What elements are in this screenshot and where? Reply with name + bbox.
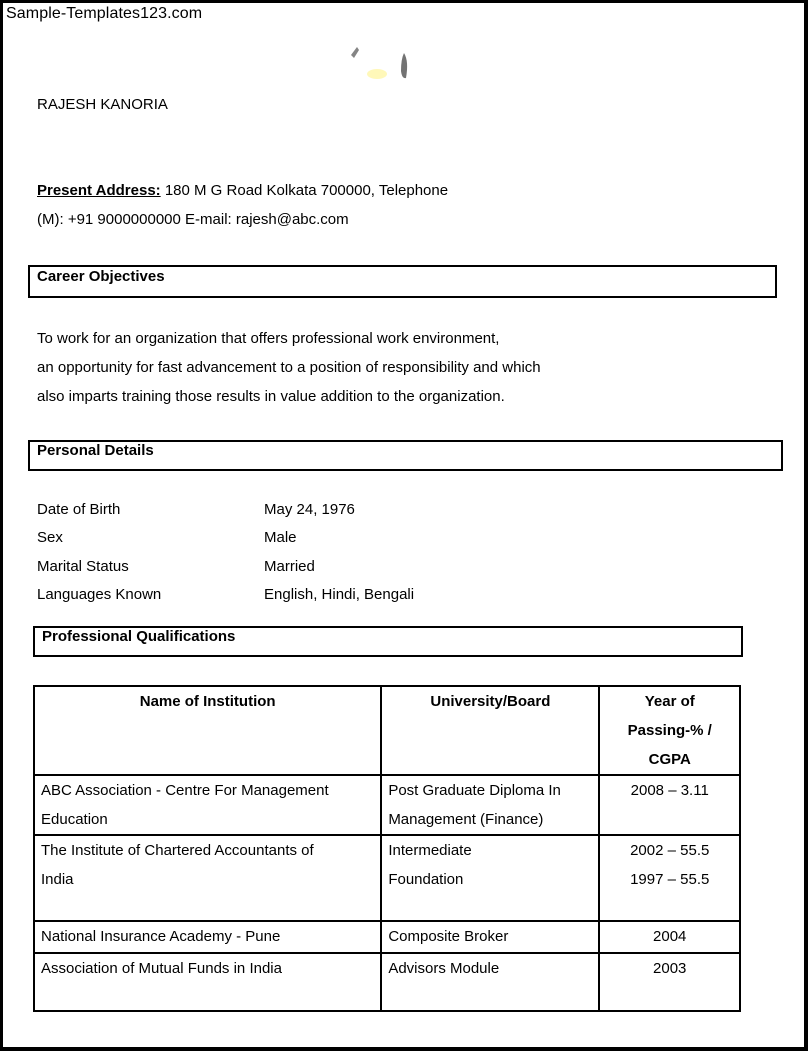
cell-institution xyxy=(34,921,381,953)
cell-text: 2008 – 3.11 xyxy=(630,782,709,799)
watermark-text: Sample-Templates123.com xyxy=(6,5,203,22)
cell-text: 1997 – 55.5 xyxy=(630,871,710,888)
cell-institution xyxy=(34,775,381,835)
cell-board xyxy=(381,953,599,1011)
cell-text: National Insurance Academy - Pune xyxy=(41,928,281,945)
cell-year xyxy=(599,775,740,835)
cell-text: Management (Finance) xyxy=(388,811,544,828)
professional-qualifications-header xyxy=(33,626,743,657)
cell-text: Advisors Module xyxy=(388,960,500,977)
qualifications-table xyxy=(33,685,741,1012)
detail-value: May 24, 1976 xyxy=(264,501,355,518)
cell-text: Composite Broker xyxy=(388,928,509,945)
contact-line: (M): +91 9000000000 E-mail: rajesh@abc.com xyxy=(37,211,349,228)
header-year xyxy=(599,686,740,775)
table-row xyxy=(34,953,740,1011)
cell-text: India xyxy=(41,871,74,888)
decorative-logo-icon xyxy=(343,41,423,86)
header-institution: Name of Institution xyxy=(34,686,381,775)
cell-text: Foundation xyxy=(388,871,464,888)
table-row xyxy=(34,835,740,921)
cell-text: Association of Mutual Funds in India xyxy=(41,960,282,977)
cell-text: ABC Association - Centre For Management xyxy=(41,782,329,799)
cell-year xyxy=(599,835,740,921)
table-header-row xyxy=(34,686,740,775)
detail-label: Marital Status xyxy=(37,558,129,575)
section-title: Career Objectives xyxy=(37,268,165,285)
table-row xyxy=(34,775,740,835)
header-board: University/Board xyxy=(381,686,599,775)
cell-text: Intermediate xyxy=(388,842,472,859)
detail-value: English, Hindi, Bengali xyxy=(264,586,415,603)
address-line-1 xyxy=(37,176,448,205)
career-objectives-header xyxy=(28,265,777,298)
cell-year xyxy=(599,921,740,953)
header-year-line: CGPA xyxy=(648,751,691,768)
cell-institution xyxy=(34,953,381,1011)
detail-label: Date of Birth xyxy=(37,501,121,518)
section-title: Personal Details xyxy=(37,442,154,459)
resume-page xyxy=(3,3,804,1047)
address-value: 180 M G Road Kolkata 700000, Telephone xyxy=(160,182,449,199)
cell-year xyxy=(599,953,740,1011)
cell-text: Education xyxy=(41,811,108,828)
cell-board xyxy=(381,835,599,921)
address-label: Present Address: xyxy=(37,182,161,199)
table-row xyxy=(34,921,740,953)
objective-line: To work for an organization that offers professional work environment, xyxy=(37,330,500,347)
objective-line: an opportunity for fast advancement to a position of responsibility and which xyxy=(37,359,541,376)
cell-board xyxy=(381,921,599,953)
section-title: Professional Qualifications xyxy=(42,628,236,645)
cell-text: 2003 xyxy=(653,960,687,977)
header-year-line: Year of xyxy=(644,693,695,710)
personal-details-header xyxy=(28,440,783,471)
cell-institution xyxy=(34,835,381,921)
detail-label: Sex xyxy=(37,529,63,546)
cell-text: Post Graduate Diploma In xyxy=(388,782,561,799)
objective-line: also imparts training those results in value addition to the organization. xyxy=(37,388,505,405)
cell-board xyxy=(381,775,599,835)
candidate-name: RAJESH KANORIA xyxy=(37,96,168,113)
header-year-line: Passing-% / xyxy=(627,722,712,739)
detail-value: Male xyxy=(264,529,297,546)
career-objectives-text xyxy=(37,324,541,411)
detail-label: Languages Known xyxy=(37,586,162,603)
cell-text: 2002 – 55.5 xyxy=(630,842,710,859)
detail-value: Married xyxy=(264,558,315,575)
cell-text: The Institute of Chartered Accountants of xyxy=(41,842,314,859)
cell-text: 2004 xyxy=(653,928,687,945)
